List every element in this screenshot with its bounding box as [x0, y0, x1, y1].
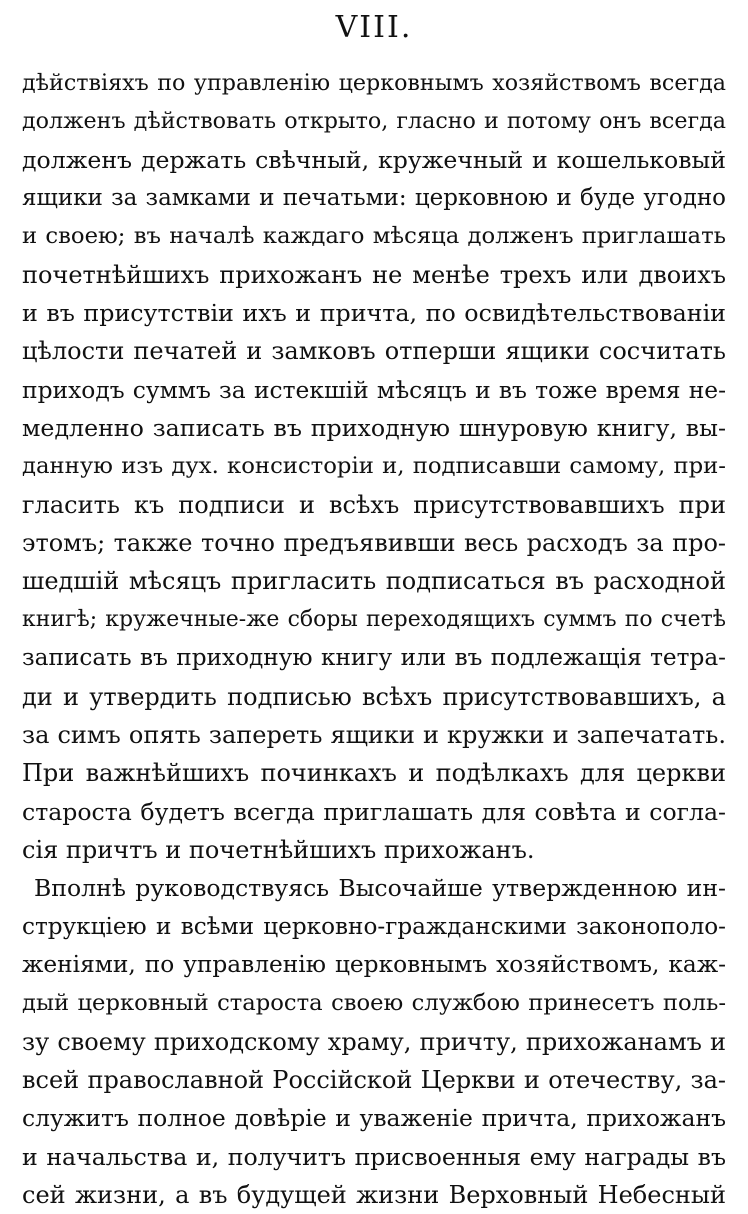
text-line: женіями, по управленію церковнымъ хозяйствомъ, каж-	[22, 950, 726, 978]
text-line: долженъ держать свѣчный, кружечный и кошельковый	[22, 145, 726, 174]
text-line: и своею; въ началѣ каждаго мѣсяца долженъ приглашать	[22, 223, 726, 250]
text-line: записать въ приходную книгу или въ подлежащія тетра-	[22, 644, 726, 672]
text-line: данную изъ дух. консисторіи и, подписавши самому, при-	[22, 453, 726, 480]
text-line: дѣйствіяхъ по управленію церковнымъ хозяйствомъ всегда	[22, 70, 726, 96]
text-line: староста будетъ всегда приглашать для совѣта и согла-	[22, 797, 726, 826]
text-line: за симъ опять запереть ящики и кружки и запечатать.	[22, 720, 726, 749]
text-line: долженъ дѣйствовать открыто, гласно и потому онъ всегда	[22, 108, 726, 135]
text-line: медленно записать въ приходную шнуровую книгу, вы-	[22, 414, 726, 443]
text-line: ди и утвердить подписью всѣхъ присутствовавшихъ, а	[22, 682, 726, 711]
text-line: служитъ полное довѣріе и уваженіе причта, прихожанъ	[22, 1104, 726, 1133]
text-line: При важнѣйшихъ починкахъ и подѣлкахъ для церкви	[22, 759, 726, 788]
text-line: этомъ; также точно предъявивши весь расходъ за про-	[22, 529, 726, 558]
text-line: всей православной Россійской Церкви и отечеству, за-	[22, 1065, 726, 1094]
text-line: струкціею и всѣми церковно-гражданскими законополо-	[22, 913, 726, 940]
text-line: сей жизни, а въ будущей жизни Верховный Небесный	[22, 1180, 726, 1209]
body-text	[22, 64, 726, 1214]
text-line: шедшій мѣсяцъ пригласить подписаться въ расходной	[22, 567, 726, 596]
text-line: дый церковный староста своею службою принесетъ поль-	[22, 990, 726, 1017]
text-line: цѣлости печатей и замковъ отперши ящики сосчитать	[22, 337, 726, 366]
text-line: и въ присутствіи ихъ и причта, по освидѣтельствованіи	[22, 299, 726, 328]
text-line: зу своему приходскому храму, причту, прихожанамъ и	[22, 1027, 726, 1056]
text-line: почетнѣйшихъ прихожанъ не менѣе трехъ или двоихъ	[22, 260, 726, 289]
text-line: гласить къ подписи и всѣхъ присутствовавшихъ при	[22, 490, 726, 519]
text-line: ящики за замками и печатьми: церковною и буде угодно	[22, 185, 726, 212]
text-line: книгѣ; кружечные-же сборы переходящихъ суммъ по счетѣ	[22, 606, 726, 632]
text-line: приходъ суммъ за истекшій мѣсяцъ и въ тоже время не-	[22, 375, 726, 404]
paragraph-start-line: Вполнѣ руководствуясь Высочайше утвержденною ин-	[34, 874, 726, 903]
page-number: VIII.	[335, 10, 413, 45]
text-line: сія причтъ и почетнѣйшихъ прихожанъ.	[22, 835, 535, 864]
text-line: и начальства и, получитъ присвоенныя ему награды въ	[22, 1142, 726, 1171]
